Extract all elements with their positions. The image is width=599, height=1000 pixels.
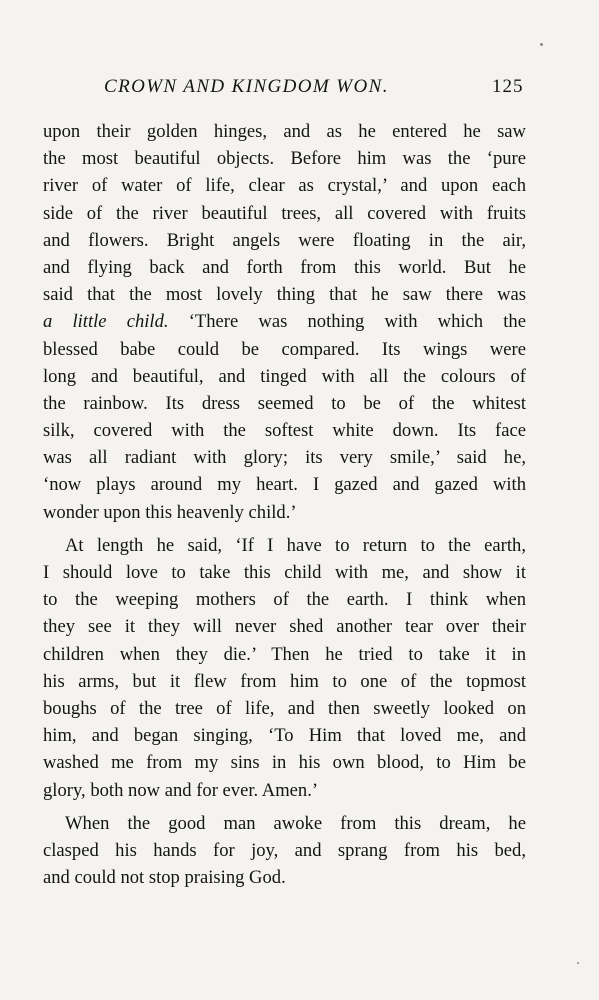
text-line: ‘now plays around my heart. I gazed and gazed with — [43, 474, 526, 496]
text-line: and flying back and forth from this world. But he — [43, 256, 526, 278]
paper-speck — [540, 43, 543, 46]
text-line: to the weeping mothers of the earth. I think when — [43, 589, 526, 611]
body-text — [43, 118, 526, 891]
page-number: 125 — [492, 76, 524, 97]
text-line: blessed babe could be compared. Its wings were — [43, 338, 526, 360]
text-line: they see it they will never shed another tear over their — [43, 616, 526, 638]
line-remainder: ‘There was nothing with which the — [168, 311, 526, 333]
italic-phrase: a little child. — [43, 311, 169, 333]
text-line: the most beautiful objects. Before him was the ‘pure — [43, 148, 526, 170]
text-line: washed me from my sins in his own blood, to Him be — [43, 752, 526, 774]
text-line: I should love to take this child with me, and show it — [43, 562, 526, 583]
text-line: river of water of life, clear as crystal,’ and upon each — [43, 175, 526, 197]
text-line: the rainbow. Its dress seemed to be of the whitest — [43, 392, 526, 414]
text-line: long and beautiful, and tinged with all the colours of — [43, 365, 526, 387]
text-line: upon their golden hinges, and as he entered he saw — [43, 121, 526, 142]
running-title: CROWN AND KINGDOM WON. — [104, 76, 389, 97]
text-line: said that the most lovely thing that he saw there was — [43, 284, 526, 306]
text-line: clasped his hands for joy, and sprang from his bed, — [43, 839, 526, 861]
text-line: side of the river beautiful trees, all covered with fruits — [43, 202, 526, 224]
text-line: silk, covered with the softest white down. Its face — [43, 420, 526, 442]
paper-speck — [577, 962, 579, 964]
text-line: At length he said, ‘If I have to return to the earth, — [65, 534, 526, 556]
text-line: his arms, but it flew from him to one of the topmost — [43, 670, 526, 692]
text-line: children when they die.’ Then he tried to take it in — [43, 643, 526, 665]
text-line: and flowers. Bright angels were floating in the air, — [43, 229, 526, 251]
running-header — [0, 76, 599, 106]
text-line — [43, 308, 526, 335]
text-line: When the good man awoke from this dream, he — [65, 812, 526, 834]
text-line: boughs of the tree of life, and then sweetly looked on — [43, 697, 526, 719]
text-line: was all radiant with glory; its very smile,’ said he, — [43, 447, 526, 469]
text-line: and could not stop praising God. — [43, 867, 286, 889]
text-line: glory, both now and for ever. Amen.’ — [43, 779, 319, 801]
text-line: him, and began singing, ‘To Him that loved me, and — [43, 725, 526, 747]
text-line: wonder upon this heavenly child.’ — [43, 501, 297, 523]
